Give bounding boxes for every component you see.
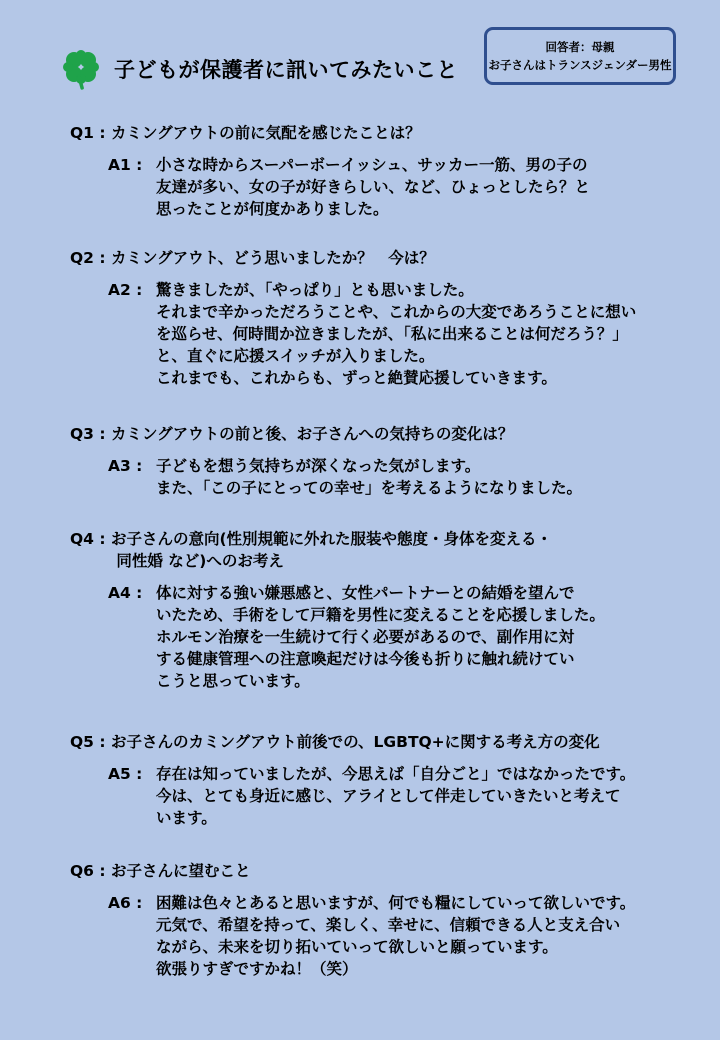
answer-line: する健康管理への注意喚起だけは今後も折りに触れ続けてい	[156, 650, 575, 668]
question	[70, 247, 680, 269]
answer-line: 困難は色々とあると思いますが、何でも糧にしていって欲しいです。	[156, 894, 636, 912]
answer-number: A5 :	[108, 765, 143, 783]
question	[70, 731, 680, 753]
answer	[108, 582, 680, 692]
page-header	[58, 46, 458, 92]
answer-line: それまで辛かっただろうことや、これからの大変であろうことに想い	[156, 303, 637, 321]
clover-icon	[58, 46, 104, 92]
qa-block-6	[70, 860, 680, 980]
question-number: Q6 :	[70, 862, 111, 880]
qa-block-4	[70, 528, 680, 692]
answer-line: 驚きましたが、「やっぱり」とも思いました。	[156, 281, 474, 299]
answer-line: と、直ぐに応援スイッチが入りました。	[156, 347, 435, 365]
question-text: カミングアウトの前に気配を感じたことは？	[110, 124, 421, 142]
answer-line: これまでも、これからも、ずっと絶賛応援していきます。	[156, 369, 557, 387]
answer-line: 友達が多い、女の子が好きらしい、など、ひょっとしたら？と	[156, 178, 591, 196]
qa-block-3	[70, 423, 680, 499]
answer-line: 元気で、希望を持って、楽しく、幸せに、信頼できる人と支え合い	[156, 916, 621, 934]
answer-line: います。	[156, 809, 217, 827]
qa-block-1	[70, 122, 680, 220]
question-number: Q2 :	[70, 249, 111, 267]
respondent-box	[484, 27, 676, 85]
answer	[108, 279, 680, 389]
answer-line: 子どもを想う気持ちが深くなった気がします。	[156, 457, 481, 475]
answer	[108, 892, 680, 980]
answer-line: いたため、手術をして戸籍を男性に変えることを応援しました。	[156, 606, 605, 624]
page-title: 子どもが保護者に訊いてみたいこと	[114, 58, 458, 82]
answer-number: A3 :	[108, 457, 143, 475]
question	[70, 528, 680, 572]
question	[70, 423, 680, 445]
question	[70, 860, 680, 882]
answer-number: A1 :	[108, 156, 143, 174]
question-text: お子さんに望むこと	[110, 862, 251, 880]
answer-line: を巡らせ、何時間か泣きましたが、「私に出来ることは何だろう？」	[156, 325, 628, 343]
answer-line: 存在は知っていましたが、今思えば「自分ごと」ではなかったです。	[156, 765, 636, 783]
question-text: カミングアウトの前と後、お子さんへの気持ちの変化は？	[110, 425, 514, 443]
answer-number: A4 :	[108, 584, 143, 602]
respondent-label: 回答者：母親	[545, 40, 615, 54]
answer-line: ながら、未来を切り拓いていって欲しいと願っています。	[156, 938, 558, 956]
question-number: Q3 :	[70, 425, 111, 443]
answer-line: ホルモン治療を一生続けて行く必要があるので、副作用に対	[156, 628, 575, 646]
answer-line: 今は、とても身近に感じ、アライとして伴走していきたいと考えて	[156, 787, 621, 805]
answer-line: また、「この子にとっての幸せ」を考えるようになりました。	[156, 479, 582, 497]
answer-line: 欲張りすぎですかね！（笑）	[156, 960, 358, 978]
question-text: お子さんの意向(性別規範に外れた服装や態度・身体を変える・ 同性婚 など)へのお考え	[110, 530, 553, 570]
answer-line: 思ったことが何度かありました。	[156, 200, 389, 218]
respondent-child-note: お子さんはトランスジェンダー男性	[488, 58, 672, 72]
qa-block-5	[70, 731, 680, 829]
answer-line: こうと思っています。	[156, 672, 310, 690]
answer	[108, 154, 680, 220]
question-number: Q1 :	[70, 124, 111, 142]
answer-line: 体に対する強い嫌悪感と、女性パートナーとの結婚を望んで	[156, 584, 575, 602]
question-number: Q5 :	[70, 733, 111, 751]
answer-line: 小さな時からスーパーボーイッシュ、サッカー一筋、男の子の	[156, 156, 588, 174]
question-text: カミングアウト、どう思いましたか？ 今は？	[110, 249, 435, 267]
answer	[108, 763, 680, 829]
answer-number: A2 :	[108, 281, 143, 299]
question	[70, 122, 680, 144]
qa-block-2	[70, 247, 680, 389]
answer-number: A6 :	[108, 894, 143, 912]
question-text: お子さんのカミングアウト前後での、LGBTQ+に関する考え方の変化	[110, 733, 600, 751]
answer	[108, 455, 680, 499]
question-number: Q4 :	[70, 530, 111, 548]
